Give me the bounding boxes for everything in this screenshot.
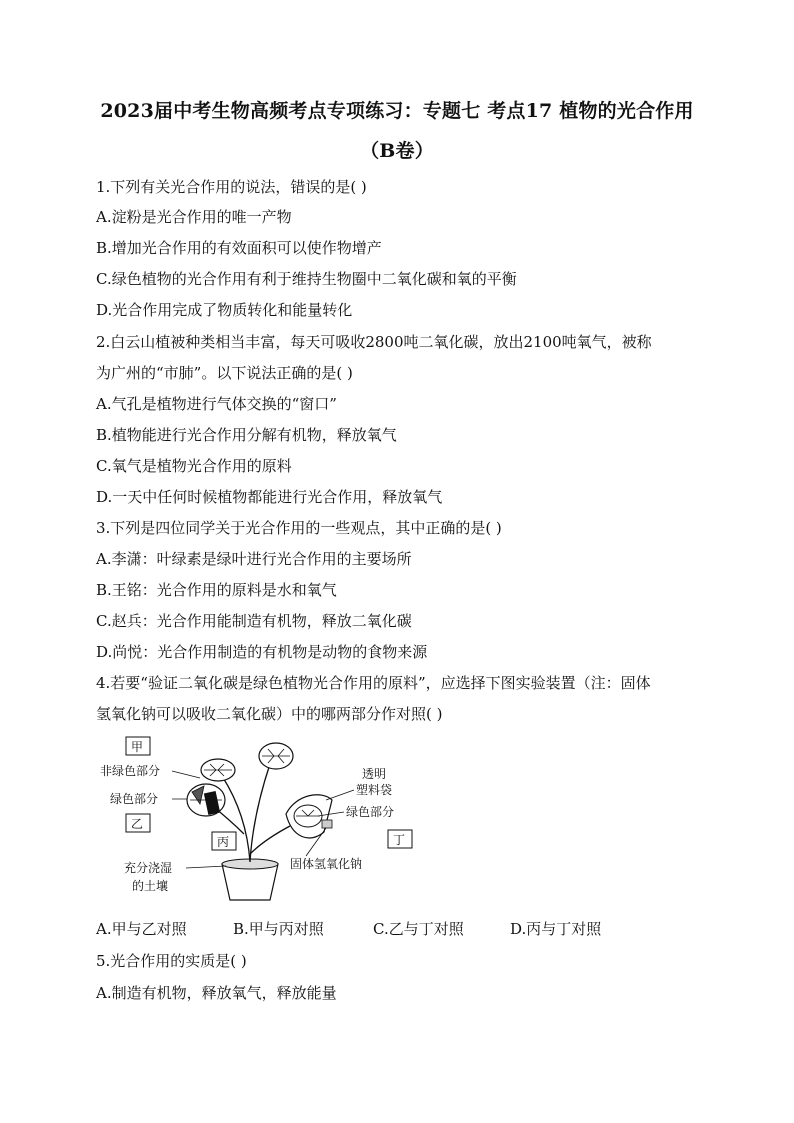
q2-option-a: A.气孔是植物进行气体交换的“窗口” xyxy=(96,395,337,413)
q1-option-d: D.光合作用完成了物质转化和能量转化 xyxy=(96,301,353,319)
q4-stem-line1: 4.若要“验证二氧化碳是绿色植物光合作用的原料”，应选择下图实验装置（注：固体 xyxy=(96,674,651,692)
label-yi: 乙 xyxy=(131,817,144,831)
label-naoh: 固体氢氧化钠 xyxy=(290,857,363,871)
label-soil-1: 充分浇湿 xyxy=(124,861,173,875)
q4-stem-line2: 氢氧化钠可以吸收二氧化碳）中的哪两部分作对照( ) xyxy=(96,705,443,723)
q2-option-b: B.植物能进行光合作用分解有机物，释放氧气 xyxy=(96,426,397,444)
label-bing: 丙 xyxy=(217,835,230,849)
label-green-part-left: 绿色部分 xyxy=(110,792,159,806)
q2-stem-line1: 2.白云山植被种类相当丰富，每天可吸收2800吨二氧化碳，放出2100吨氧气，被称 xyxy=(96,333,652,351)
page-subtitle: （B卷） xyxy=(360,140,434,162)
q1-option-b: B.增加光合作用的有效面积可以使作物增产 xyxy=(96,239,382,257)
label-non-green-part: 非绿色部分 xyxy=(100,764,161,778)
q4-options xyxy=(96,918,656,940)
q4-option-a: A.甲与乙对照 xyxy=(96,920,187,938)
page-title: 2023届中考生物高频考点专项练习：专题七 考点17 植物的光合作用 xyxy=(100,100,694,122)
label-jia: 甲 xyxy=(131,740,144,754)
q1-option-c: C.绿色植物的光合作用有利于维持生物圈中二氧化碳和氧的平衡 xyxy=(96,270,517,288)
q3-option-b: B.王铭：光合作用的原料是水和氧气 xyxy=(96,581,337,599)
q2-option-d: D.一天中任何时候植物都能进行光合作用，释放氧气 xyxy=(96,488,443,506)
experiment-figure xyxy=(100,734,420,904)
label-ding: 丁 xyxy=(393,833,406,847)
q5-stem: 5.光合作用的实质是( ) xyxy=(96,952,247,970)
q5-option-a: A.制造有机物，释放氧气，释放能量 xyxy=(96,984,337,1002)
q3-stem: 3.下列是四位同学关于光合作用的一些观点，其中正确的是( ) xyxy=(96,519,502,537)
plant-experiment-diagram xyxy=(100,734,420,904)
q3-option-c: C.赵兵：光合作用能制造有机物，释放二氧化碳 xyxy=(96,612,412,630)
label-soil-2: 的土壤 xyxy=(132,879,169,893)
q1-stem: 1.下列有关光合作用的说法，错误的是( ) xyxy=(96,178,367,196)
q3-option-d: D.尚悦：光合作用制造的有机物是动物的食物来源 xyxy=(96,643,428,661)
q4-option-d: D.丙与丁对照 xyxy=(510,920,602,938)
label-transparent-1: 透明 xyxy=(362,767,387,781)
q2-stem-line2: 为广州的“市肺”。以下说法正确的是( ) xyxy=(96,364,353,382)
label-green-part-right: 绿色部分 xyxy=(346,805,395,819)
q2-option-c: C.氧气是植物光合作用的原料 xyxy=(96,457,292,475)
q4-option-b: B.甲与丙对照 xyxy=(233,920,324,938)
label-transparent-2: 塑料袋 xyxy=(356,783,393,797)
q3-option-a: A.李潇：叶绿素是绿叶进行光合作用的主要场所 xyxy=(96,550,412,568)
naoh-solid xyxy=(322,820,332,828)
q1-option-a: A.淀粉是光合作用的唯一产物 xyxy=(96,208,292,226)
q4-option-c: C.乙与丁对照 xyxy=(373,920,464,938)
